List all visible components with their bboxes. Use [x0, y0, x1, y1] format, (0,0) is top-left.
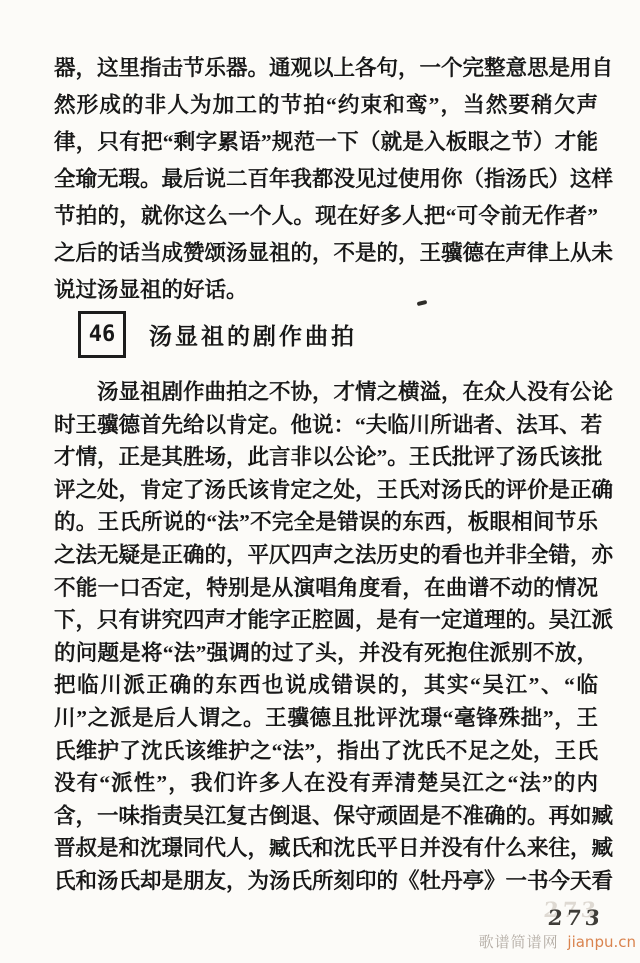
- text-line: 评之处，肯定了汤氏该肯定之处，王氏对汤氏的评价是正确: [54, 477, 614, 502]
- page-number: 273: [546, 905, 606, 930]
- text-line: 之法无疑是正确的，平仄四声之法历史的看也并非全错，亦: [54, 542, 614, 567]
- text-line: 才情，正是其胜场，此言非以公论”。王氏批评了汤氏该批: [54, 445, 603, 470]
- text-line: 节拍的，就你这么一个人。现在好多人把“可令前无作者”: [54, 204, 598, 228]
- text-line: 全瑜无瑕。最后说二百年我都没见过使用你（指汤氏）这样: [54, 167, 614, 191]
- text-line: 不能一口否定，特别是从演唱角度看，在曲谱不动的情况: [54, 575, 598, 600]
- section-number: 46: [78, 311, 126, 358]
- text-line: 含，一味指责吴江复古倒退、保守顽固是不准确的。再如臧: [54, 803, 614, 828]
- text-line: 说过汤显祖的好话。: [54, 278, 248, 302]
- paragraph-main: [54, 376, 614, 898]
- watermark-site-url: jianpu.cn: [567, 933, 636, 951]
- text-line: 时王骥德首先给以肯定。他说：“夫临川所诎者、法耳、若: [54, 412, 603, 437]
- watermark: [479, 931, 636, 952]
- text-line: 川”之派是后人谓之。王骥德且批评沈璟“毫锋殊拙”，王: [54, 705, 598, 730]
- text-line: 器，这里指击节乐器。通观以上各句，一个完整意思是用自: [54, 56, 614, 80]
- text-line: 的问题是将“法”强调的过了头，并没有死抱住派别不放，: [54, 640, 598, 665]
- watermark-site-name: 歌谱简谱网: [478, 933, 559, 951]
- text-line: 然形成的非人为加工的节拍“约束和鸾”，当然要稍欠声: [54, 93, 598, 117]
- text-line: 氏和汤氏却是朋友，为汤氏所刻印的《牡丹亭》一书今天看: [54, 868, 614, 893]
- text-line: 氏维护了沈氏该维护之“法”，指出了沈氏不足之处，王氏: [54, 738, 598, 763]
- text-line: 律，只有把“剩字累语”规范一下（就是入板眼之节）才能: [54, 130, 598, 154]
- text-line: 把临川派正确的东西也说成错误的，其实“吴江”、“临: [54, 673, 598, 698]
- section-header: [78, 311, 357, 358]
- text-line: 的。王氏所说的“法”不完全是错误的东西，板眼相间节乐: [54, 510, 598, 535]
- paragraph-top: [54, 50, 614, 309]
- text-line: 没有“派性”，我们许多人在没有弄清楚吴江之“法”的内: [54, 771, 598, 796]
- text-line: 下，只有讲究四声才能字正腔圆，是有一定道理的。吴江派: [54, 608, 614, 633]
- section-title: 汤显祖的剧作曲拍: [149, 324, 357, 349]
- text-line: 之后的话当成赞颂汤显祖的，不是的，王骥德在声律上从未: [54, 241, 614, 265]
- text-line: 晋叔是和沈璟同代人，臧氏和沈氏平日并没有什么来往，臧: [54, 836, 614, 861]
- text-line: 汤显祖剧作曲拍之不协，才情之横溢，在众人没有公论: [97, 380, 614, 404]
